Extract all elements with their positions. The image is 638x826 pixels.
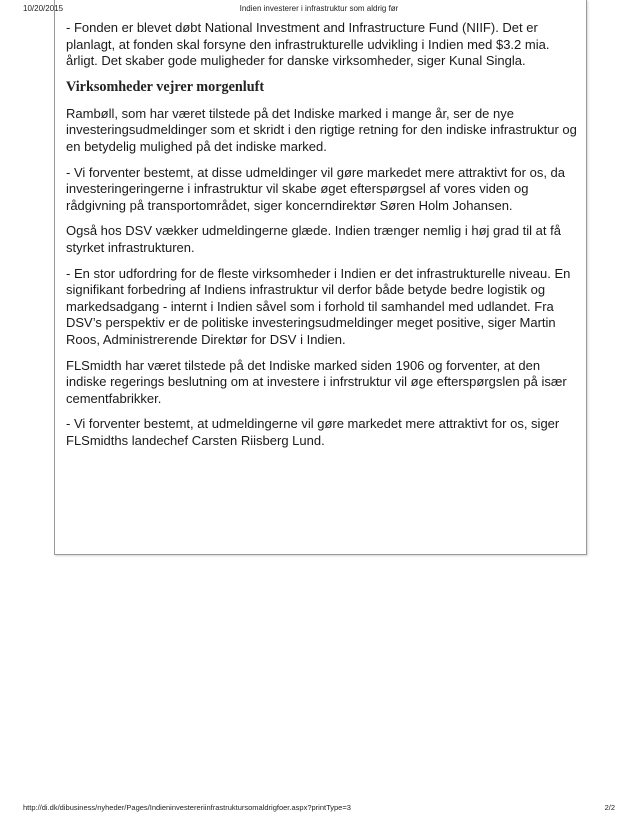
article-paragraph: - Vi forventer bestemt, at udmeldingerne vil gøre markedet mere attraktivt for os, siger FLSmidths landechef Carsten Riisberg Lund. [66, 416, 560, 448]
article-paragraph: - En stor udfordring for de fleste virksomheder i Indien er det infrastrukturelle niveau. En signifikant forbedring af Indiens infrastruktur vil derfor både betyde bedre logistik og markedsadgang - internt i Indien såvel som i forhold til samhandel med udlandet. Fra DSV’s perspektiv er de politiske investeringsudmeldinger meget positive, siger Martin Roos, Administrerende Direktør for DSV i Indien. [66, 265, 571, 347]
article-subheading: Virksomheder vejrer morgenluft [66, 78, 265, 95]
print-date: 10/20/2015 [23, 4, 64, 13]
article-paragraph: - Fonden er blevet døbt National Investment and Infrastructure Fund (NIIF). Det er planlagt, at fonden skal forsyne den infrastrukturelle udvikling i Indien med $3.2 mia. årligt. Det skaber gode muligheder for danske virksomheder, siger Kunal Singla. [66, 20, 550, 69]
article-paragraph: Også hos DSV vækker udmeldingerne glæde. Indien trænger nemlig i høj grad til at få styrket infrastrukturen. [66, 223, 561, 255]
page-url-link[interactable]: http://di.dk/dibusiness/nyheder/Pages/Indieninvestereriinfrastruktursomaldrigfoer.aspx?printType=3 [23, 803, 351, 812]
print-page-title: Indien investerer i infrastruktur som aldrig før [239, 4, 399, 13]
article-body [66, 20, 582, 458]
article-paragraph: Rambøll, som har været tilstede på det Indiske marked i mange år, ser de nye investeringsudmeldinger som et skridt i den rigtige retning for den indiske infrastruktur og en betydelig mulighed på det indiske marked. [66, 105, 577, 154]
article-paragraph: FLSmidth har været tilstede på det Indiske marked siden 1906 og forventer, at den indiske regerings beslutning om at investere i infrstruktur vil øge efterspørgslen på især cementfabrikker. [66, 357, 567, 406]
article-paragraph: - Vi forventer bestemt, at disse udmeldinger vil gøre markedet mere attraktivt for os, da investeringeringerne i infrastruktur vil skabe øget efterspørgsel af vores viden og rådgivning på transportområdet, siger koncerndirektør Søren Holm Johansen. [66, 164, 566, 213]
page-number: 2/2 [604, 803, 615, 812]
